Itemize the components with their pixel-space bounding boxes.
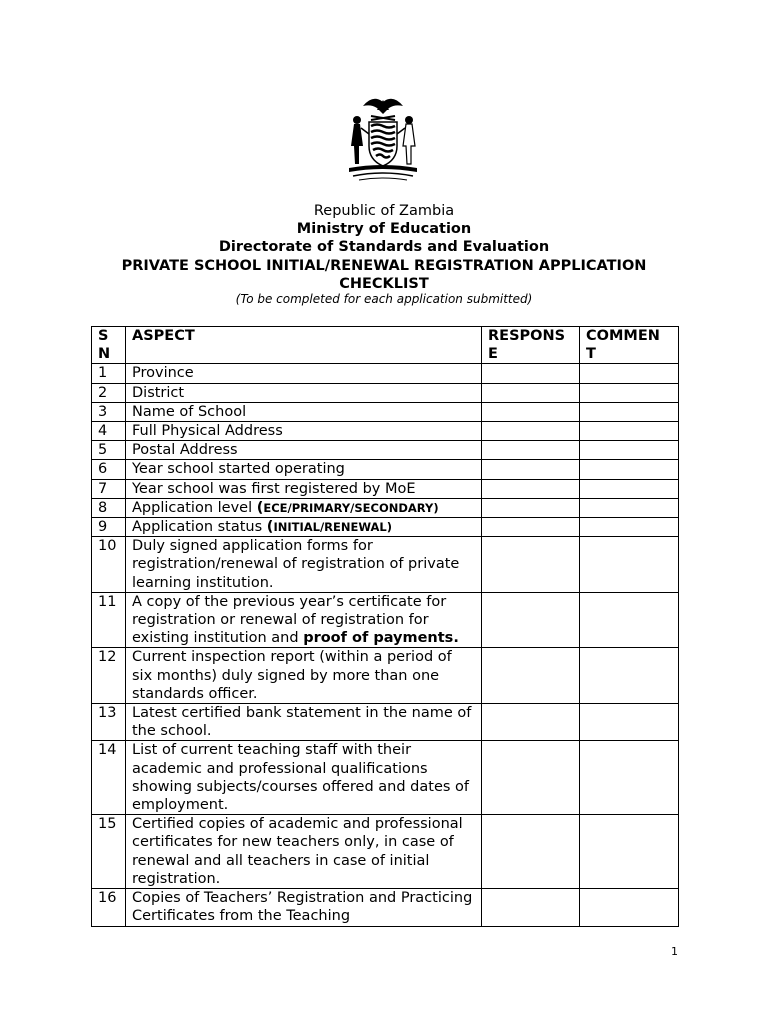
directorate-heading: Directorate of Standards and Evaluation [218,239,550,255]
table-row [92,537,679,593]
row-sn: 9 [92,518,126,537]
column-header-response-line2: E [488,346,498,363]
column-header-comment-line1: COMMEN [586,328,660,344]
row-aspect [126,592,482,648]
row-comment-cell[interactable] [580,741,679,815]
row-comment-cell[interactable] [580,383,679,402]
row-sn: 16 [92,889,126,926]
table-row [92,383,679,402]
row-sn: 8 [92,498,126,517]
row-sn: 15 [92,815,126,889]
column-header-comment-line2: T [586,346,596,363]
page-number: 1 [671,945,678,958]
table-row [92,518,679,537]
row-sn: 6 [92,460,126,479]
row-aspect: List of current teaching staff with their academic and professional qualifications showing subjects/courses offered and dates of employment. [126,741,482,815]
document-title-line2: CHECKLIST [339,276,429,292]
row-aspect: Year school was first registered by MoE [126,479,482,498]
row-comment-cell[interactable] [580,537,679,593]
column-header-sn [92,327,126,364]
row-response-cell[interactable] [482,422,580,441]
row-comment-cell[interactable] [580,518,679,537]
row-response-cell[interactable] [482,592,580,648]
row-sn: 14 [92,741,126,815]
row-aspect-bold: ( [256,499,264,516]
table-row [92,704,679,741]
checklist-table [91,326,679,927]
table-row [92,364,679,383]
row-sn: 5 [92,441,126,460]
column-header-comment [580,327,679,364]
table-row [92,402,679,421]
row-response-cell[interactable] [482,537,580,593]
row-comment-cell[interactable] [580,422,679,441]
column-header-response [482,327,580,364]
row-response-cell[interactable] [482,889,580,926]
row-response-cell[interactable] [482,648,580,704]
table-row [92,592,679,648]
row-sn: 10 [92,537,126,593]
row-comment-cell[interactable] [580,704,679,741]
row-aspect: Year school started operating [126,460,482,479]
row-comment-cell[interactable] [580,364,679,383]
row-comment-cell[interactable] [580,479,679,498]
row-aspect [126,498,482,517]
row-sn: 1 [92,364,126,383]
row-response-cell[interactable] [482,479,580,498]
row-aspect: Certified copies of academic and professional certificates for new teachers only, in case of renewal and all teachers in case of initial registration. [126,815,482,889]
row-aspect-bold: ( [266,519,274,536]
row-response-cell[interactable] [482,460,580,479]
table-row [92,460,679,479]
row-aspect: Postal Address [126,441,482,460]
row-response-cell[interactable] [482,383,580,402]
column-header-sn-line1: S [98,328,109,344]
row-aspect: Current inspection report (within a period of six months) duly signed by more than one standards officer. [126,648,482,704]
row-aspect: Latest certified bank statement in the name of the school. [126,704,482,741]
document-subtitle: (To be completed for each application submitted) [235,292,533,306]
table-row [92,648,679,704]
row-response-cell[interactable] [482,364,580,383]
row-aspect-text: Application status [132,519,267,536]
row-comment-cell[interactable] [580,441,679,460]
column-header-aspect: ASPECT [126,327,482,364]
row-aspect: Name of School [126,402,482,421]
row-aspect: Duly signed application forms for registration/renewal of registration of private learning institution. [126,537,482,593]
row-aspect-bold: proof of payments. [303,630,459,647]
row-sn: 4 [92,422,126,441]
table-row [92,741,679,815]
row-sn: 2 [92,383,126,402]
row-response-cell[interactable] [482,441,580,460]
row-aspect: Province [126,364,482,383]
column-header-sn-line2: N [98,346,111,363]
table-header-row [92,327,679,364]
row-comment-cell[interactable] [580,592,679,648]
row-aspect: Full Physical Address [126,422,482,441]
row-response-cell[interactable] [482,704,580,741]
republic-heading: Republic of Zambia [313,203,455,219]
row-comment-cell[interactable] [580,460,679,479]
row-comment-cell[interactable] [580,815,679,889]
row-response-cell[interactable] [482,402,580,421]
row-aspect: Copies of Teachers’ Registration and Practicing Certificates from the Teaching [126,889,482,926]
coat-of-arms-icon [337,90,429,186]
table-row [92,815,679,889]
row-response-cell[interactable] [482,741,580,815]
table-row [92,479,679,498]
row-aspect-options: ECE/PRIMARY/SECONDARY) [263,500,439,515]
table-row [92,441,679,460]
row-aspect [126,518,482,537]
row-comment-cell[interactable] [580,889,679,926]
column-header-response-line1: RESPONS [488,328,566,344]
row-response-cell[interactable] [482,815,580,889]
row-sn: 3 [92,402,126,421]
document-title: PRIVATE SCHOOL INITIAL/RENEWAL REGISTRATION APPLICATION [121,258,647,274]
table-row [92,498,679,517]
row-sn: 11 [92,592,126,648]
ministry-heading: Ministry of Education [296,221,472,237]
table-row [92,889,679,926]
row-aspect-text: A copy of the previous year’s certificate for registration or renewal of registration for existing institution and [132,593,447,647]
row-comment-cell[interactable] [580,498,679,517]
row-sn: 13 [92,704,126,741]
row-comment-cell[interactable] [580,402,679,421]
table-row [92,422,679,441]
row-aspect-text: Application level [132,499,257,516]
row-response-cell[interactable] [482,498,580,517]
row-sn: 7 [92,479,126,498]
row-comment-cell[interactable] [580,648,679,704]
row-aspect: District [126,383,482,402]
row-aspect-options: INITIAL/RENEWAL) [273,520,393,535]
row-response-cell[interactable] [482,518,580,537]
row-sn: 12 [92,648,126,704]
